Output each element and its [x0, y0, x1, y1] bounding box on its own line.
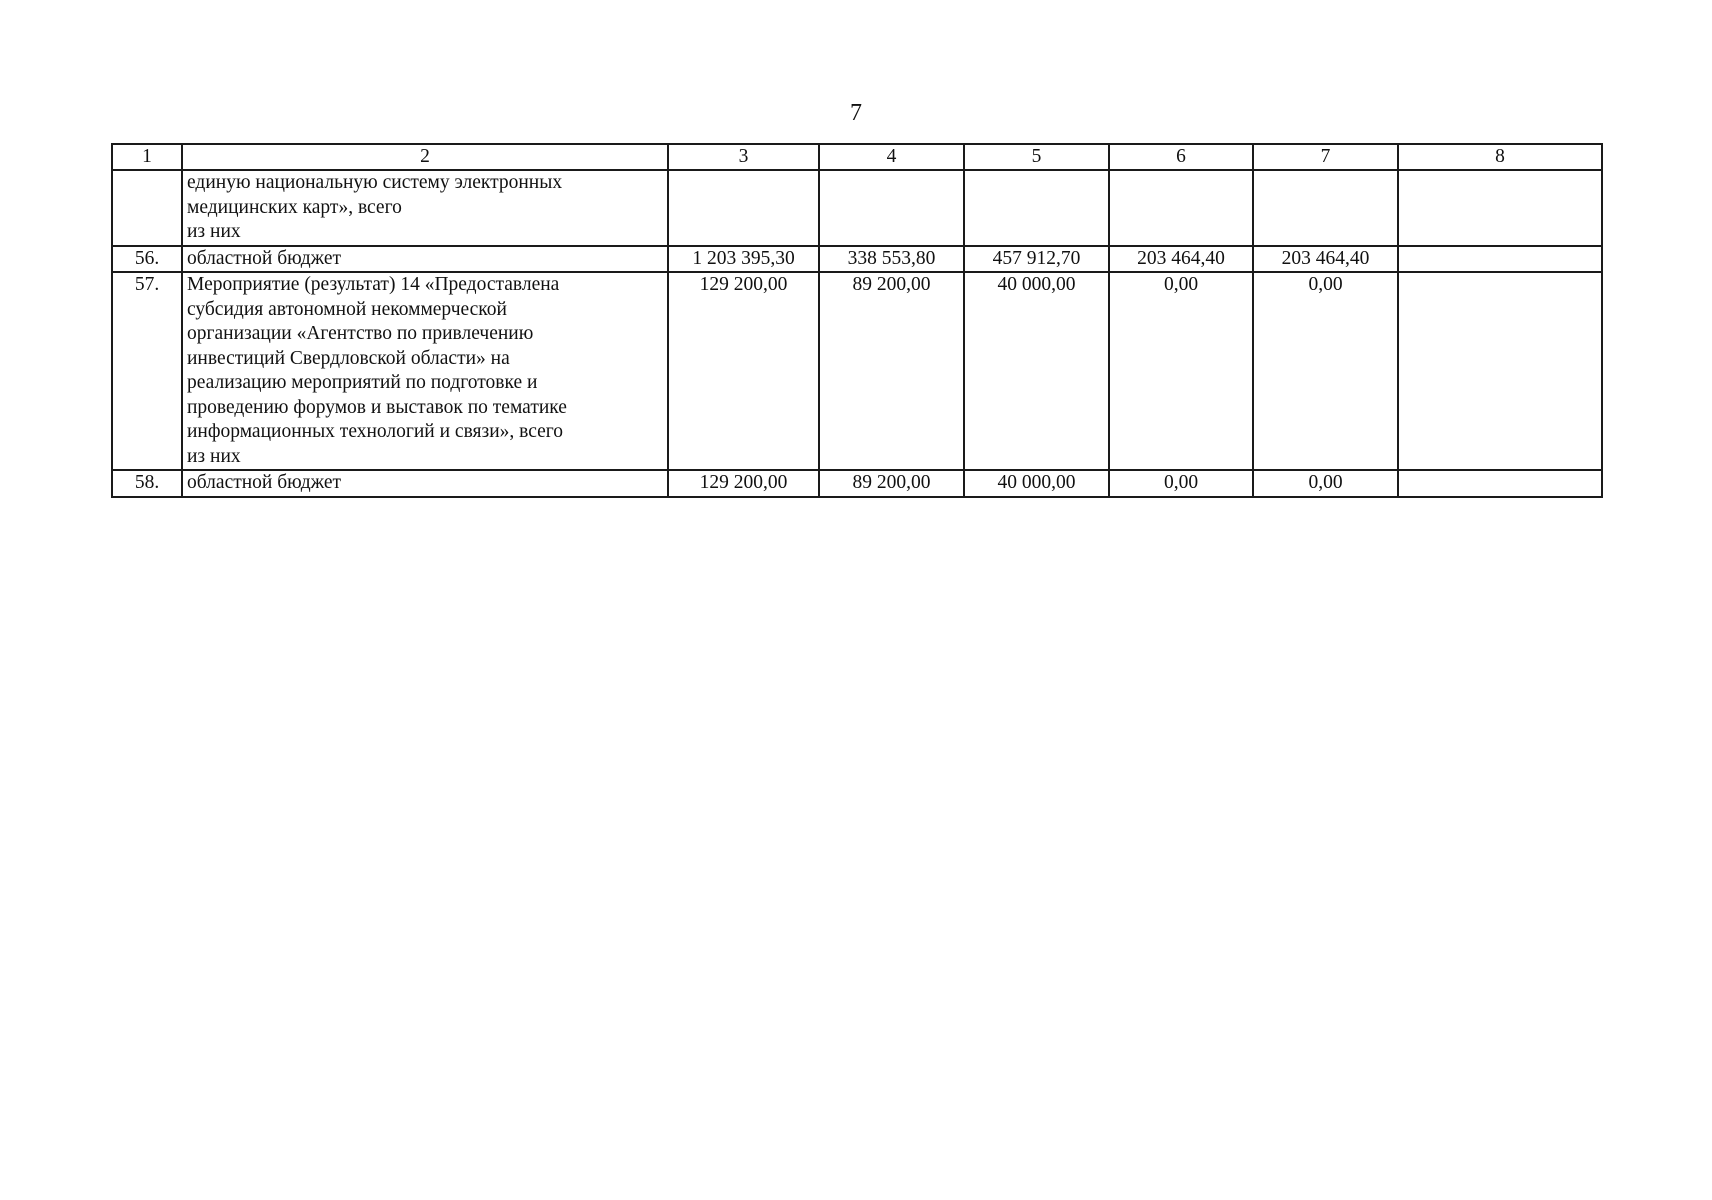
row-index	[112, 170, 182, 246]
table-row	[112, 470, 1602, 497]
value-cell	[1109, 170, 1253, 246]
value-cell	[668, 170, 819, 246]
value-cell	[1398, 272, 1602, 470]
row-name-line: областной бюджет	[187, 472, 342, 493]
value-cell	[1398, 246, 1602, 273]
value-cell: 129 200,00	[668, 272, 819, 470]
row-name-line: из них	[187, 221, 241, 242]
row-name-line: организации «Агентство по привлечению	[187, 323, 534, 344]
value-cell	[964, 170, 1109, 246]
table-row	[112, 246, 1602, 273]
value-cell	[1398, 470, 1602, 497]
row-name-line: инвестиций Свердловской области» на	[187, 347, 510, 369]
column-header: 7	[1253, 144, 1398, 170]
column-header: 8	[1398, 144, 1602, 170]
budget-table	[111, 143, 1603, 498]
row-name-line: проведению форумов и выставок по тематике	[187, 396, 567, 418]
row-name-line: медицинских карт», всего	[187, 196, 402, 218]
value-cell: 203 464,40	[1253, 246, 1398, 273]
value-cell: 40 000,00	[964, 272, 1109, 470]
header-row	[112, 144, 1602, 170]
column-header: 4	[819, 144, 964, 170]
row-index: 57.	[112, 272, 182, 470]
value-cell: 203 464,40	[1109, 246, 1253, 273]
row-name-line: субсидия автономной некоммерческой	[187, 298, 507, 320]
row-name	[182, 272, 668, 470]
column-header: 5	[964, 144, 1109, 170]
value-cell	[1398, 170, 1602, 246]
value-cell: 89 200,00	[819, 470, 964, 497]
row-name-line: Мероприятие (результат) 14 «Предоставлена	[187, 274, 560, 295]
value-cell	[1253, 170, 1398, 246]
table-row	[112, 170, 1602, 246]
value-cell: 338 553,80	[819, 246, 964, 273]
row-name-line: из них	[187, 445, 241, 467]
row-name	[182, 470, 668, 497]
value-cell: 0,00	[1109, 272, 1253, 470]
row-index: 58.	[112, 470, 182, 497]
row-index: 56.	[112, 246, 182, 273]
column-header: 2	[182, 144, 668, 170]
row-name-line: единую национальную систему электронных	[187, 172, 563, 193]
row-name-line: областной бюджет	[187, 247, 342, 269]
value-cell: 457 912,70	[964, 246, 1109, 273]
value-cell: 1 203 395,30	[668, 246, 819, 273]
column-header: 6	[1109, 144, 1253, 170]
table-row	[112, 272, 1602, 470]
row-name-line: реализацию мероприятий по подготовке и	[187, 372, 538, 393]
row-name-line: информационных технологий и связи», всего	[187, 421, 564, 442]
row-name	[182, 246, 668, 273]
value-cell: 89 200,00	[819, 272, 964, 470]
column-header: 3	[668, 144, 819, 170]
value-cell: 0,00	[1253, 272, 1398, 470]
row-name	[182, 170, 668, 246]
page-number: 7	[850, 100, 862, 126]
value-cell: 0,00	[1109, 470, 1253, 497]
value-cell	[819, 170, 964, 246]
value-cell: 0,00	[1253, 470, 1398, 497]
value-cell: 129 200,00	[668, 470, 819, 497]
value-cell: 40 000,00	[964, 470, 1109, 497]
column-header: 1	[112, 144, 182, 170]
